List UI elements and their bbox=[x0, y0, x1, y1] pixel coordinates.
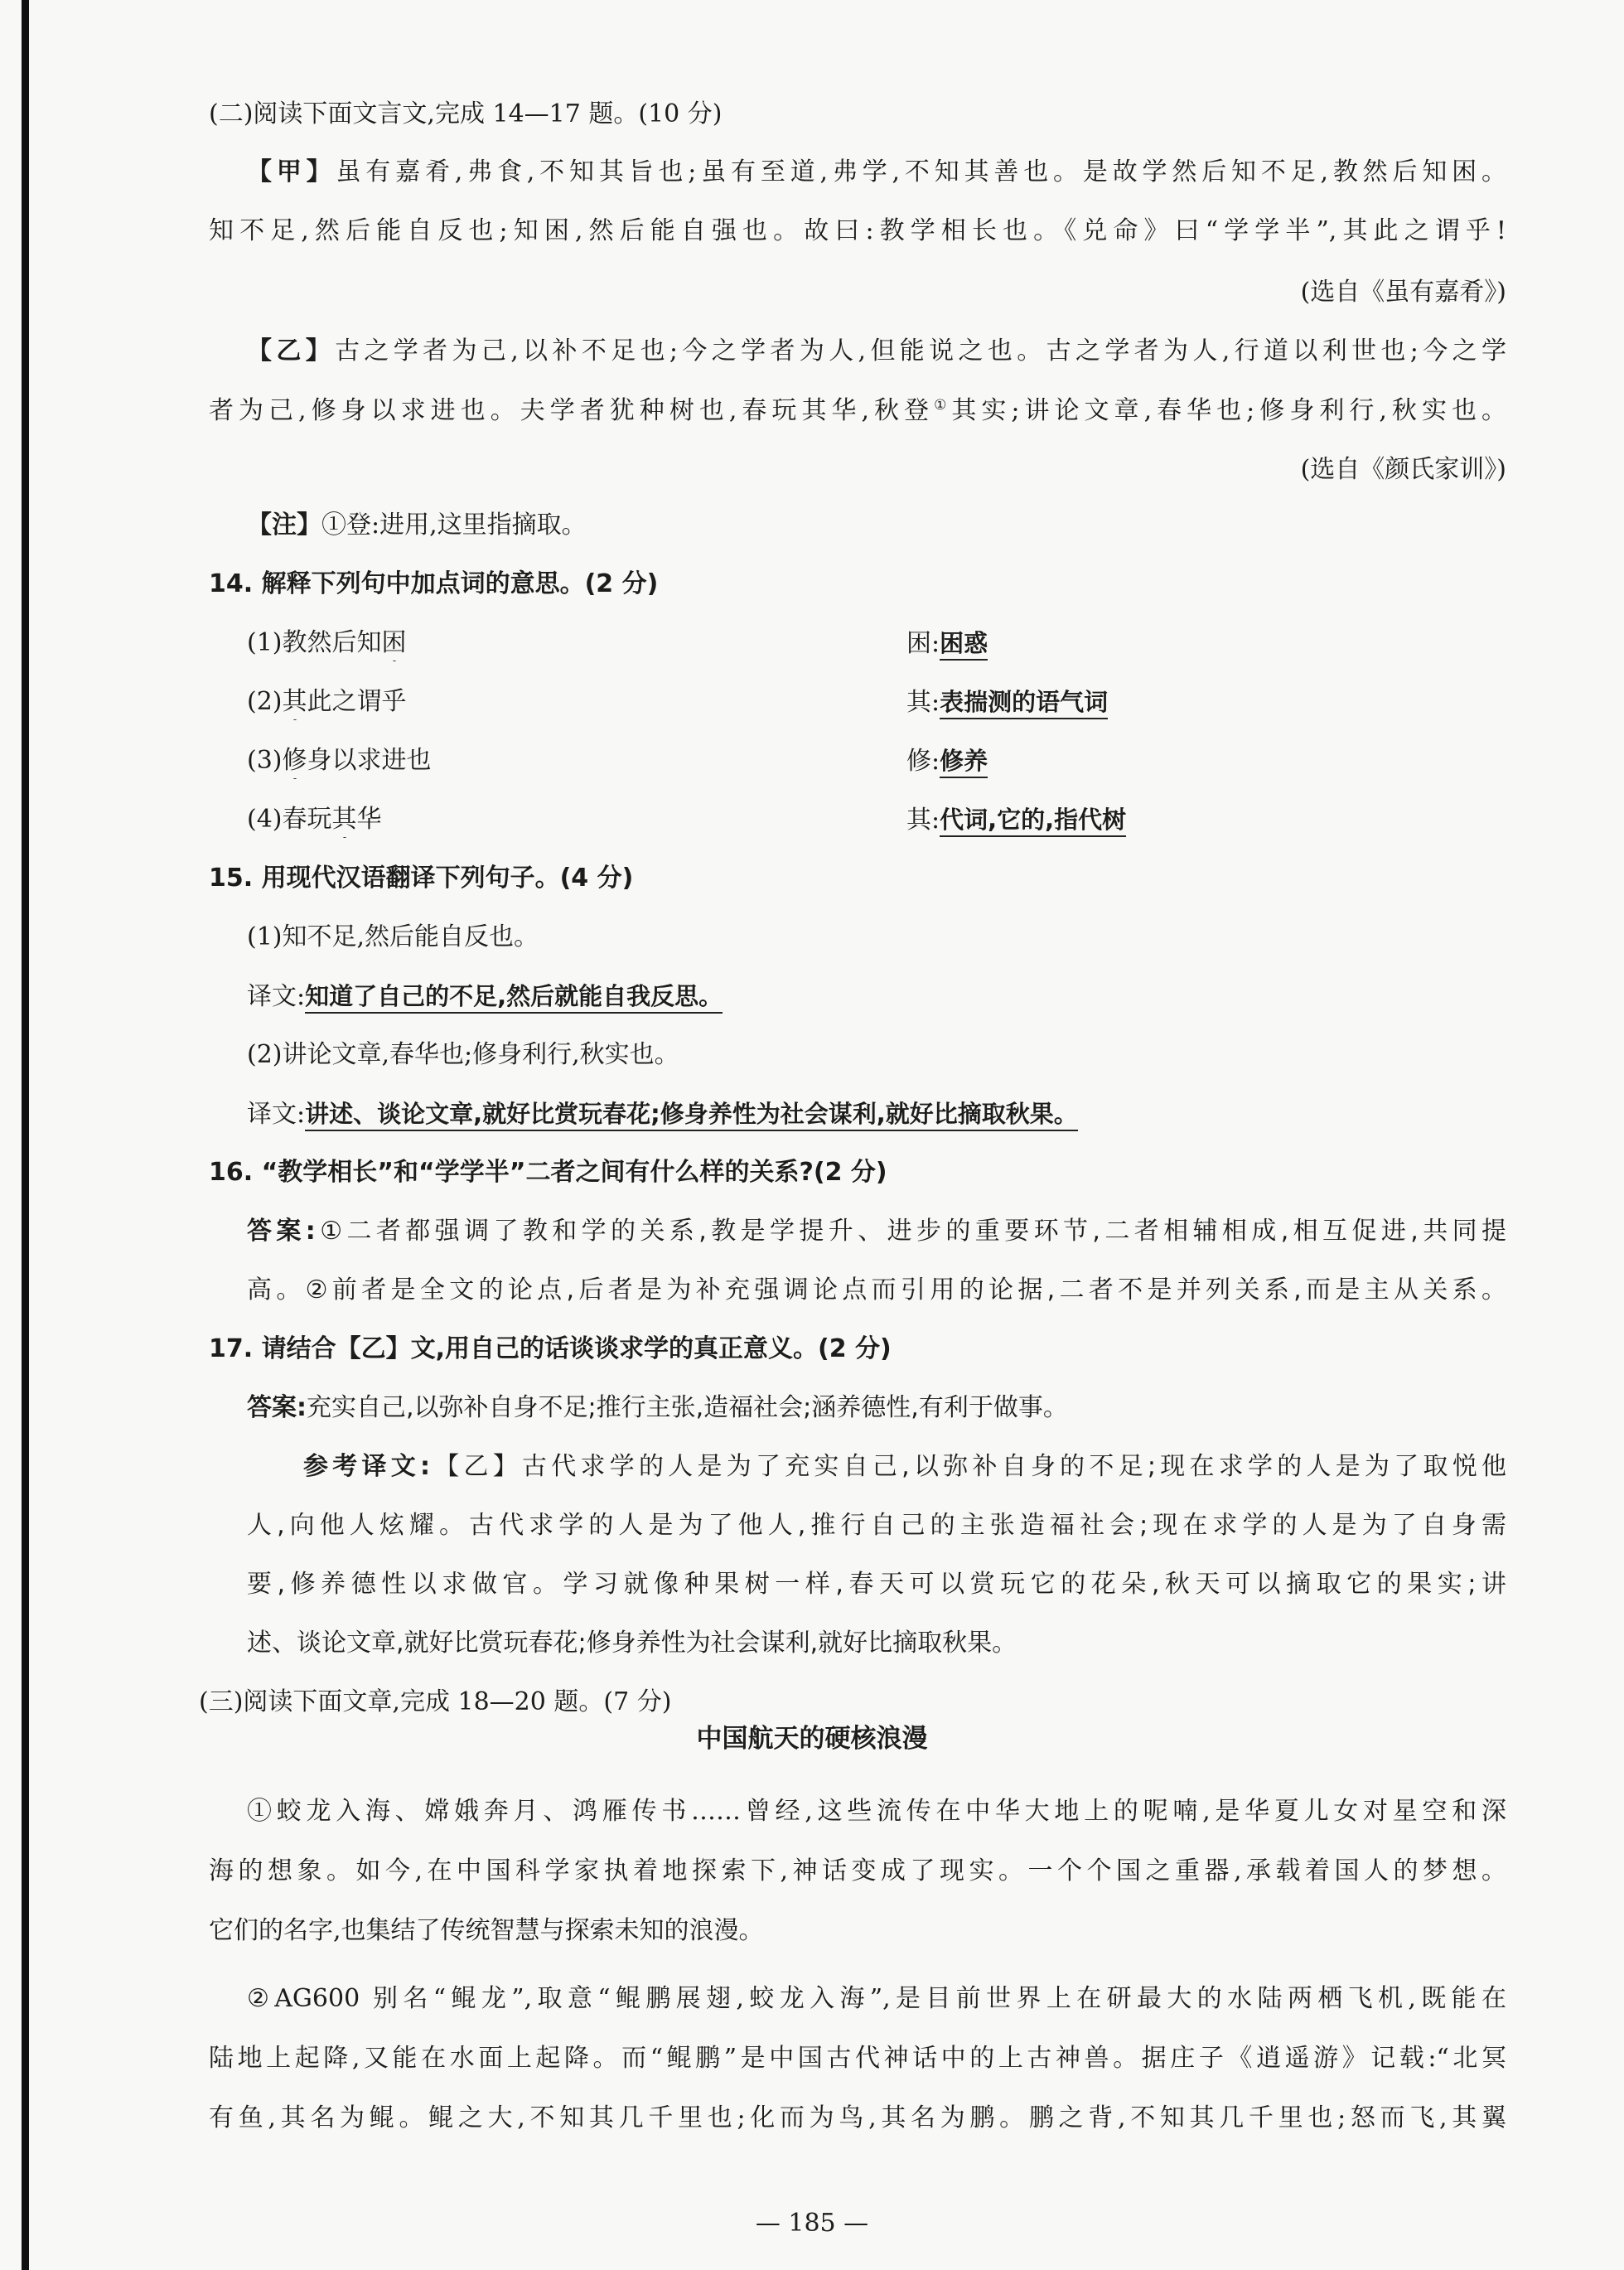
jia-line-1: 【甲】虽有嘉肴,弗食,不知其旨也;虽有至道,弗学,不知其善也。是故学然后知不足,教然后知困。 bbox=[247, 157, 1506, 186]
section-2-header: (二)阅读下面文言文,完成 14—17 题。(10 分) bbox=[209, 99, 723, 128]
footnote-marker: ① bbox=[934, 397, 952, 414]
q14-answer-4: 其:代词,它的,指代树 bbox=[906, 801, 1126, 838]
q14-stem: 14. 解释下列句中加点词的意思。(2 分) bbox=[209, 569, 659, 598]
article-p1-line-1: ①蛟龙入海、嫦娥奔月、鸿雁传书……曾经,这些流传在中华大地上的呢喃,是华夏儿女对星空和深 bbox=[247, 1797, 1506, 1826]
jia-label: 【甲】 bbox=[247, 157, 336, 186]
yi-source: (选自《颜氏家训》) bbox=[1300, 455, 1506, 484]
q16-answer-line-2: 高。②前者是全文的论点,后者是为补充强调论点而引用的论据,二者不是并列关系,而是主从关系。 bbox=[247, 1275, 1506, 1304]
q15-stem: 15. 用现代汉语翻译下列句子。(4 分) bbox=[209, 864, 634, 893]
binding-edge bbox=[22, 0, 29, 2270]
yi-line-1: 【乙】古之学者为己,以补不足也;今之学者为人,但能说之也。古之学者为人,行道以利世也;今之学 bbox=[247, 336, 1506, 365]
dotted-char: 困 bbox=[382, 625, 407, 661]
article-title: 中国航天的硬核浪漫 bbox=[696, 1724, 928, 1754]
article-p1-line-2: 海的想象。如今,在中国科学家执着地探索下,神话变成了现实。一个个国之重器,承载着国人的梦想。 bbox=[209, 1856, 1506, 1885]
yi-line-2: 者为己,修身以求进也。夫学者犹种树也,春玩其华,秋登①其实;讲论文章,春华也;修身利行,秋实也。 bbox=[209, 396, 1506, 425]
dotted-char: 修 bbox=[283, 743, 307, 779]
q17-stem: 17. 请结合【乙】文,用自己的话谈谈求学的真正意义。(2 分) bbox=[209, 1334, 892, 1363]
page-number: — 185 — bbox=[755, 2209, 869, 2238]
q15-sentence-2: (2)讲论文章,春华也;修身利行,秋实也。 bbox=[247, 1040, 679, 1069]
reference-line-2: 人,向他人炫耀。古代求学的人是为了他人,推行自己的主张造福社会;现在求学的人是为了自身需 bbox=[247, 1511, 1506, 1540]
q14-answer-2: 其:表揣测的语气词 bbox=[906, 684, 1108, 720]
q14-item-2: (2)其此之谓乎 bbox=[247, 684, 407, 720]
reference-line-4: 述、谈论文章,就好比赏玩春花;修身养性为社会谋利,就好比摘取秋果。 bbox=[247, 1629, 1017, 1658]
q14-answer-3: 修:修养 bbox=[906, 743, 988, 779]
q15-sentence-1: (1)知不足,然后能自反也。 bbox=[247, 922, 539, 951]
article-p2-line-3: 有鱼,其名为鲲。鲲之大,不知其几千里也;化而为鸟,其名为鹏。鹏之背,不知其几千里也;怒而飞,其翼 bbox=[209, 2103, 1506, 2132]
dotted-char: 其 bbox=[332, 801, 357, 838]
article-p2-line-1: ②AG600 别名“鲲龙”,取意“鲲鹏展翅,蛟龙入海”,是目前世界上在研最大的水陆两栖飞机,既能在 bbox=[247, 1984, 1506, 2013]
reference-line-3: 要,修养德性以求做官。学习就像种果树一样,春天可以赏玩它的花朵,秋天可以摘取它的果实;讲 bbox=[247, 1570, 1506, 1599]
yi-label: 【乙】 bbox=[247, 336, 336, 365]
answer-label: 答案: bbox=[247, 1217, 316, 1246]
q14-answer-1: 困:困惑 bbox=[906, 625, 988, 661]
answer-label: 答案: bbox=[247, 1393, 307, 1422]
q14-item-1: (1)教然后知困 bbox=[247, 625, 407, 661]
jia-line-2: 知不足,然后能自反也;知困,然后能自强也。故曰:教学相长也。《兑命》曰“学学半”,其此之谓乎! bbox=[209, 216, 1506, 245]
q14-item-4: (4)春玩其华 bbox=[247, 801, 382, 838]
q15-translation-2: 译文:讲述、谈论文章,就好比赏玩春花;修身养性为社会谋利,就好比摘取秋果。 bbox=[247, 1096, 1078, 1132]
article-p1-line-3: 它们的名字,也集结了传统智慧与探索未知的浪漫。 bbox=[209, 1916, 764, 1945]
section-3-header: (三)阅读下面文章,完成 18—20 题。(7 分) bbox=[199, 1687, 672, 1716]
q17-answer: 答案:充实自己,以弥补自身不足;推行主张,造福社会;涵养德性,有利于做事。 bbox=[247, 1393, 1068, 1422]
reference-line-1: 参考译文:【乙】古代求学的人是为了充实自己,以弥补自身的不足;现在求学的人是为了取悦他 bbox=[303, 1452, 1506, 1481]
q16-answer-line-1: 答案:①二者都强调了教和学的关系,教是学提升、进步的重要环节,二者相辅相成,相互促进,共同提 bbox=[247, 1217, 1506, 1246]
dotted-char: 其 bbox=[283, 684, 307, 720]
jia-source: (选自《虽有嘉肴》) bbox=[1300, 278, 1506, 307]
note: 【注】①登:进用,这里指摘取。 bbox=[247, 511, 587, 540]
reference-label: 参考译文: bbox=[303, 1452, 430, 1481]
note-label: 【注】 bbox=[247, 511, 321, 540]
article-p2-line-2: 陆地上起降,又能在水面上起降。而“鲲鹏”是中国古代神话中的上古神兽。据庄子《逍遥游》记载:“北冥 bbox=[209, 2044, 1506, 2073]
q16-stem: 16. “教学相长”和“学学半”二者之间有什么样的关系?(2 分) bbox=[209, 1158, 887, 1187]
q14-item-3: (3)修身以求进也 bbox=[247, 743, 432, 779]
q15-translation-1: 译文:知道了自己的不足,然后就能自我反思。 bbox=[247, 978, 723, 1014]
